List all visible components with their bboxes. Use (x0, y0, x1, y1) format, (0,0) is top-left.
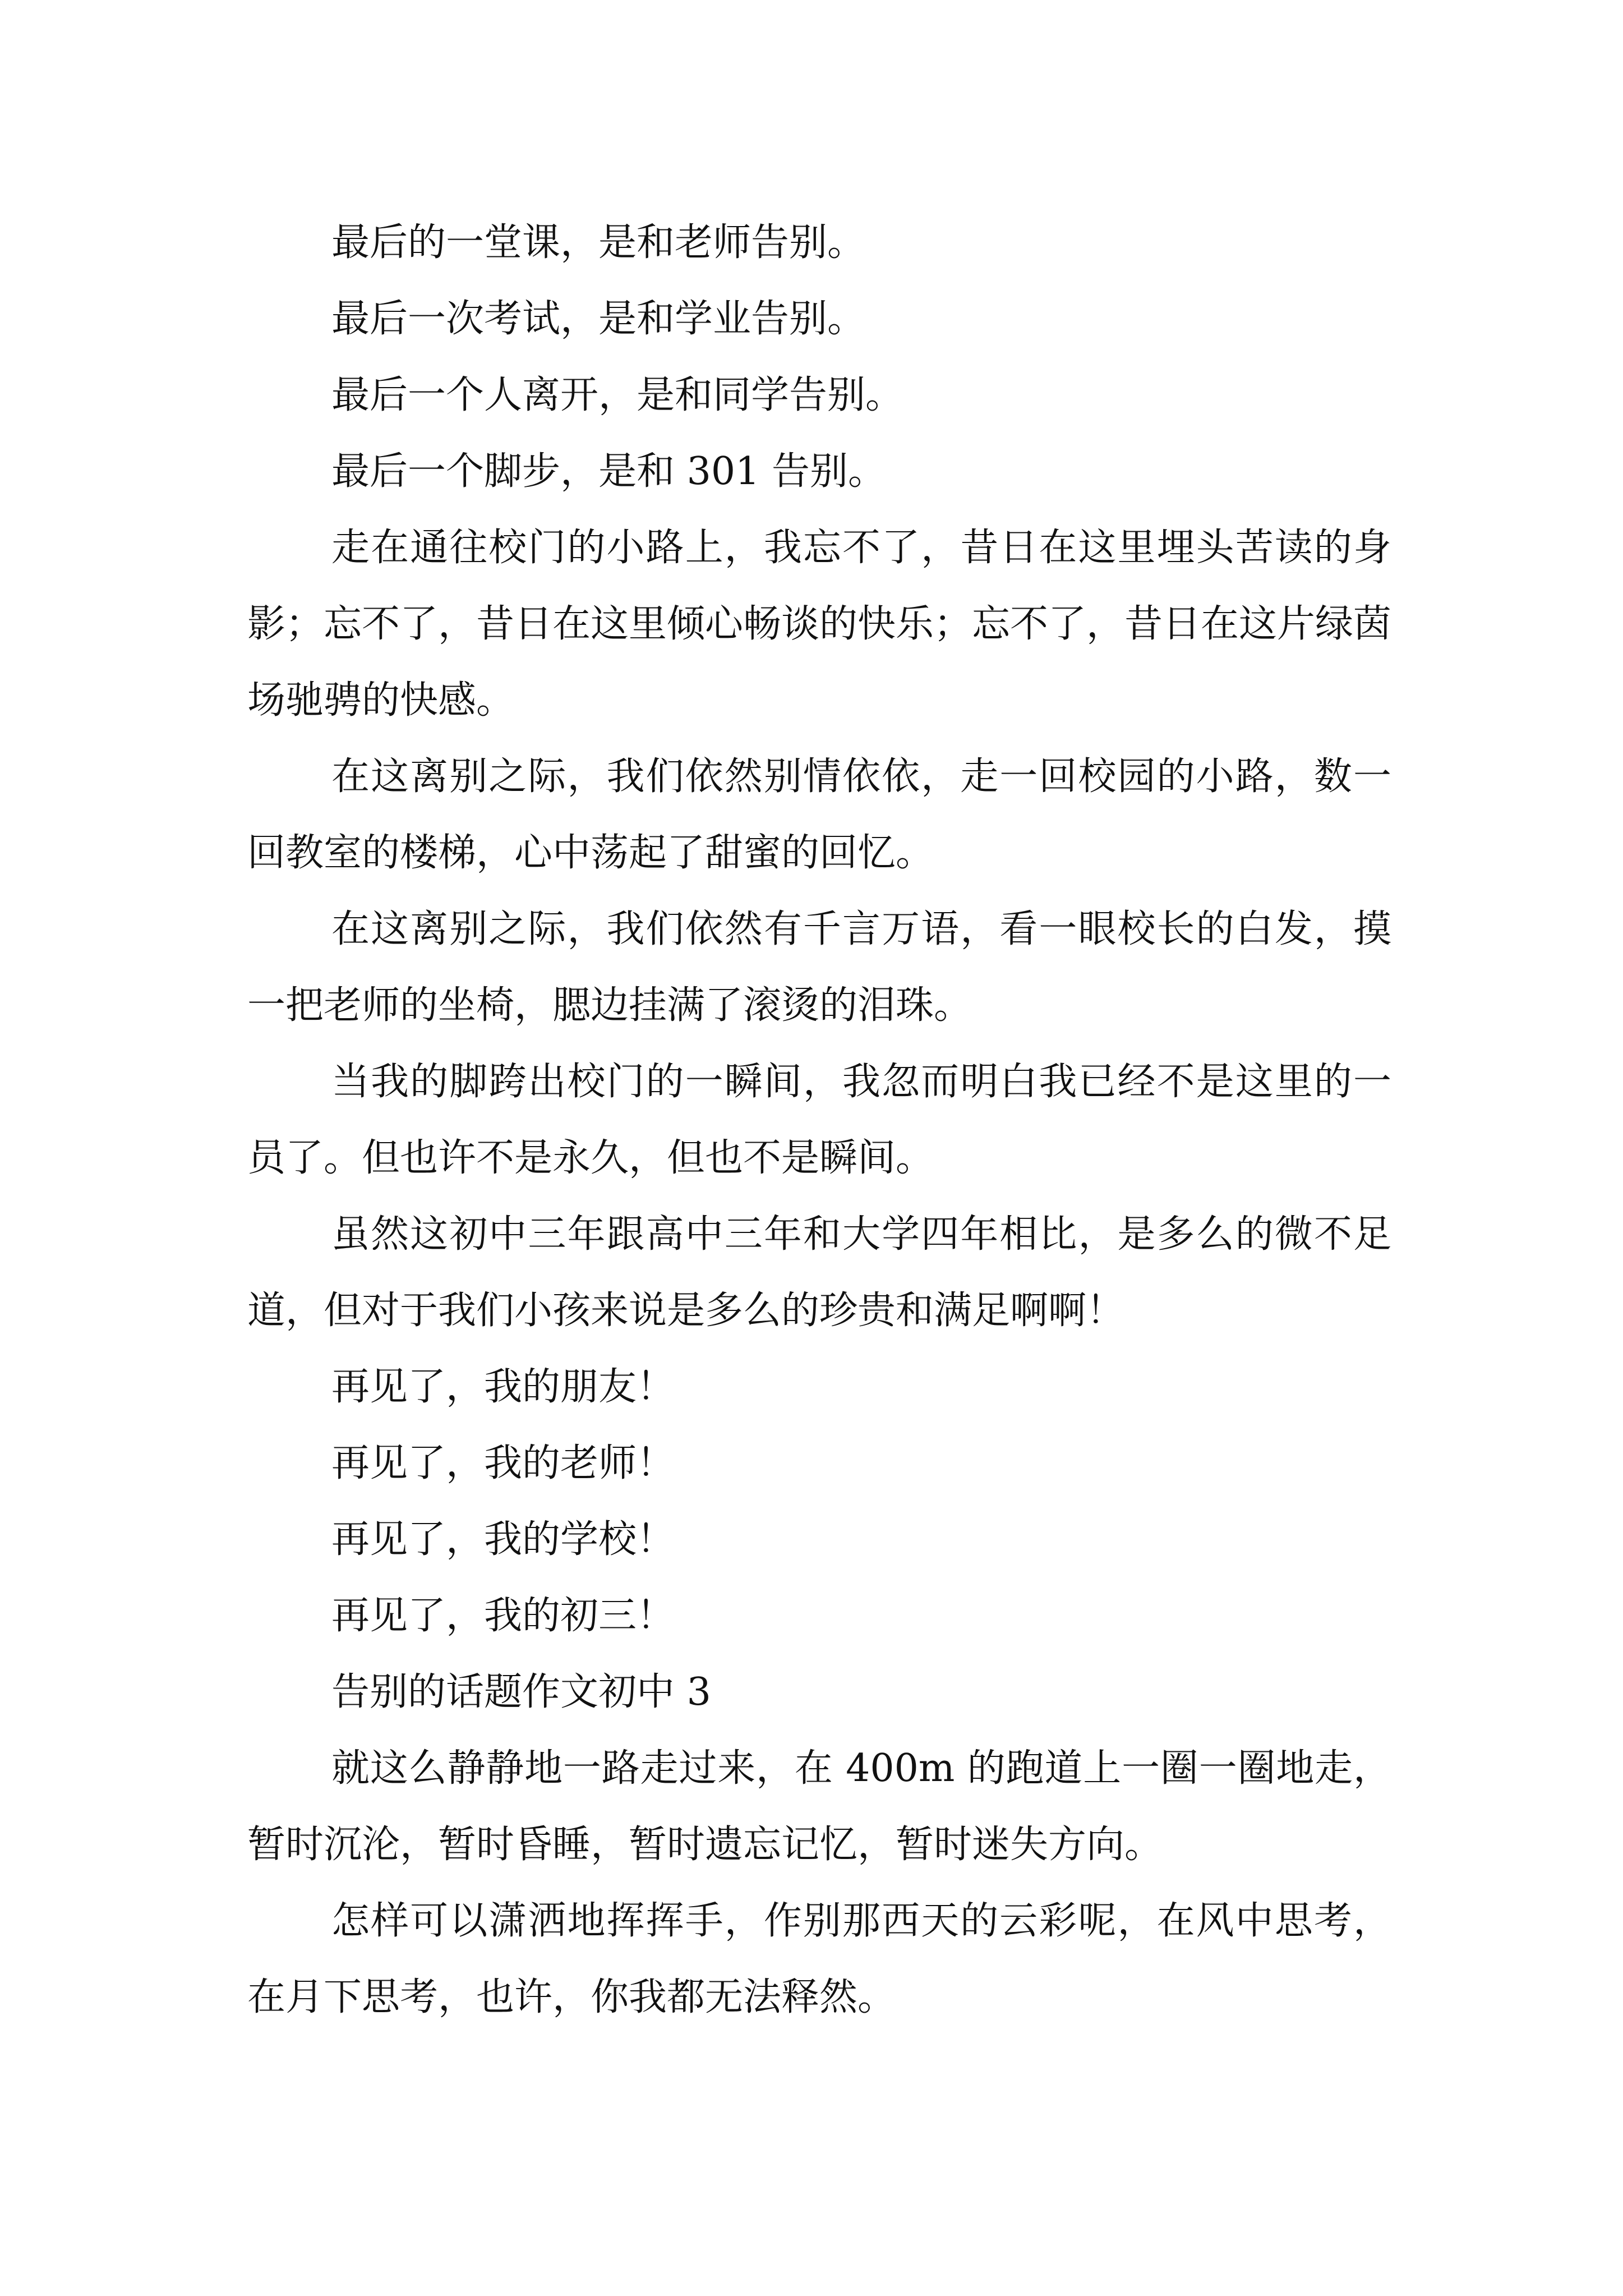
paragraph-11: 再见了，我的老师！ (331, 1441, 675, 1485)
paragraph-3: 最后一个人离开，是和同学告别。 (331, 373, 904, 417)
paragraph-4: 最后一个脚步，是和 301 告别。 (331, 449, 887, 494)
paragraph-15: 就这么静静地一路走过来，在 400m 的跑道上一圈一圈地走，暂时沉沦，暂时昏睡，暂时遗忘记忆，暂时迷失方向。 (247, 1746, 1391, 1867)
paragraph-7: 在这离别之际，我们依然有千言万语，看一眼校长的白发，摸一把老师的坐椅，腮边挂满了滚烫的泪珠。 (247, 907, 1391, 1028)
document-body (247, 205, 1391, 2036)
paragraph-1: 最后的一堂课，是和老师告别。 (331, 220, 866, 265)
paragraph-16: 怎样可以潇洒地挥挥手，作别那西天的云彩呢，在风中思考，在月下思考，也许，你我都无法释然。 (247, 1899, 1391, 2019)
paragraph-9: 虽然这初中三年跟高中三年和大学四年相比，是多么的微不足道，但对于我们小孩来说是多么的珍贵和满足啊啊！ (247, 1212, 1391, 1333)
paragraph-10: 再见了，我的朋友！ (331, 1365, 675, 1409)
section-heading: 告别的话题作文初中 3 (331, 1670, 711, 1714)
paragraph-6: 在这离别之际，我们依然别情依依，走一回校园的小路，数一回教室的楼梯，心中荡起了甜蜜的回忆。 (247, 754, 1391, 875)
paragraph-8: 当我的脚跨出校门的一瞬间，我忽而明白我已经不是这里的一员了。但也许不是永久，但也不是瞬间。 (247, 1060, 1391, 1180)
paragraph-13: 再见了，我的初三！ (331, 1594, 675, 1638)
paragraph-2: 最后一次考试，是和学业告别。 (331, 297, 866, 341)
paragraph-12: 再见了，我的学校！ (331, 1517, 675, 1562)
paragraph-5: 走在通往校门的小路上，我忘不了，昔日在这里埋头苦读的身影；忘不了，昔日在这里倾心畅谈的快乐；忘不了，昔日在这片绿茵场驰骋的快感。 (247, 526, 1392, 723)
